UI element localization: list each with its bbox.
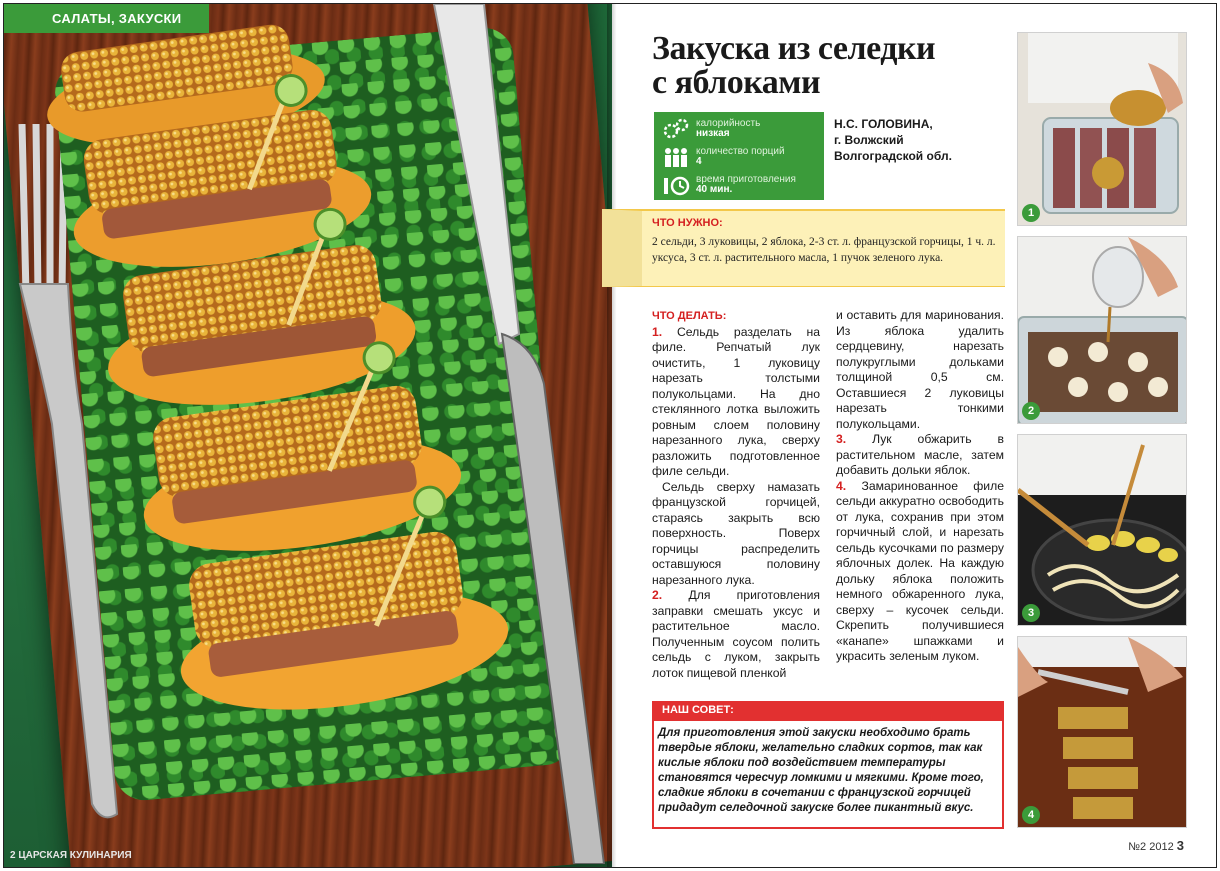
- info-calories-value: низкая: [696, 128, 730, 139]
- info-time: [654, 172, 824, 198]
- section-tag: САЛАТЫ, ЗАКУСКИ: [4, 4, 209, 33]
- ingredients-text: 2 сельди, 3 луковицы, 2 яблока, 2-3 ст. л. французской горчицы, 1 ч. л. уксуса, 3 ст. л. растительного масла, 1 пучок зеленого лука.: [652, 236, 996, 264]
- step-photo-1-number: 1: [1022, 204, 1040, 222]
- step-1b-text: Сельдь сверху намазать французской горчицей, стараясь закрыть всю поверхность. Поверх горчицы распределить оставшуюся половину нарезанного лука.: [652, 479, 820, 587]
- info-calories: [654, 116, 824, 142]
- info-servings: [654, 144, 824, 170]
- step-photo-3: [1017, 434, 1187, 626]
- ingredients-heading: ЧТО НУЖНО:: [652, 217, 723, 229]
- method-heading: ЧТО ДЕЛАТЬ:: [652, 310, 727, 322]
- step-2-continued: и оставить для маринования. Из яблока удалить сердцевину, нарезать полукруглыми дольками толщиной 0,5 см. Оставшиеся 2 луковицы нарезать тонкими полукольцами.: [836, 308, 1004, 431]
- step-1-number: 1.: [652, 324, 663, 339]
- recipe-title: [652, 32, 992, 100]
- step-2-image: [1018, 237, 1187, 424]
- title-line-1: Закуска из селедки: [652, 30, 936, 67]
- step-photo-3-number: 3: [1022, 604, 1040, 622]
- recipe-info-box: [654, 112, 824, 200]
- tip-text: Для приготовления этой закуски необходимо брать твердые яблоки, желательно сладких сортов, так как кислые яблоки под воздействием температуры становятся чересчур ломкими и мягкими. Кроме того, сладкие яблоки в сочетании с французской горчицей придадут селедочной закуске более пикантный вкус.: [658, 727, 984, 814]
- author-name: Н.С. ГОЛОВИНА,: [834, 117, 933, 131]
- step-3-text: Лук обжарить в растительном масле, затем добавить дольки яблок.: [836, 432, 1004, 477]
- step-3-number: 3.: [836, 432, 847, 446]
- author-region: Волгоградской обл.: [834, 149, 952, 163]
- info-servings-label: количество порций: [696, 146, 785, 157]
- step-2-text: Для приготовления заправки смешать уксус и растительное масло. Полученным соусом полить сельдь с луком, закрыть лоток пищевой пленкой: [652, 588, 821, 680]
- info-servings-value: 4: [696, 156, 702, 167]
- page-number: 3: [1176, 838, 1184, 853]
- left-page-photo: [4, 4, 612, 868]
- gears-icon: [662, 118, 690, 140]
- step-photo-4: [1017, 636, 1187, 828]
- step-4-image: [1018, 637, 1187, 828]
- author-city: г. Волжский: [834, 133, 904, 147]
- knife-image: [424, 4, 612, 864]
- step-2-number: 2.: [652, 588, 663, 602]
- clock-icon: [662, 174, 690, 196]
- author-block: [834, 116, 952, 164]
- page-footer: [1128, 838, 1184, 853]
- people-icon: [662, 146, 690, 168]
- step-photo-2-number: 2: [1022, 402, 1040, 420]
- info-time-label: время приготовления: [696, 174, 796, 185]
- info-calories-label: калорийность: [696, 118, 761, 129]
- step-3-image: [1018, 435, 1187, 626]
- page-spine: [607, 4, 619, 868]
- step-photo-1: [1017, 32, 1187, 226]
- method-column-2: [836, 308, 1004, 665]
- step-1-image: [1018, 33, 1187, 226]
- tip-heading: НАШ СОВЕТ:: [652, 701, 1004, 721]
- issue-number: №2 2012: [1128, 841, 1174, 853]
- title-line-2: с яблоками: [652, 64, 821, 101]
- step-1-text: Сельдь разделать на филе. Репчатый лук очистить, 1 луковицу нарезать толстыми полукольцами. На дно стеклянного лотка выложить ровным слоем половину нарезанного лука, сверху разложить подготовленное филе сельди.: [652, 324, 821, 478]
- step-4-text: Замаринованное филе сельди аккуратно освободить от лука, сохранив при этом горчичный слой, и нарезать сельдь кусочками по размеру яблочных долек. На каждую дольку яблока положить немного обжаренного лука, сверху – кусочек сельди. Скрепить получившиеся «канапе» шпажками и украсить зеленым луком.: [836, 478, 1005, 663]
- method-column-1: [652, 308, 820, 681]
- magazine-spread: [3, 3, 1217, 868]
- step-4-number: 4.: [836, 478, 847, 493]
- info-time-value: 40 мин.: [696, 184, 733, 195]
- step-photo-2: [1017, 236, 1187, 424]
- step-photo-4-number: 4: [1022, 806, 1040, 824]
- left-page-footer: 2 ЦАРСКАЯ КУЛИНАРИЯ: [10, 850, 132, 861]
